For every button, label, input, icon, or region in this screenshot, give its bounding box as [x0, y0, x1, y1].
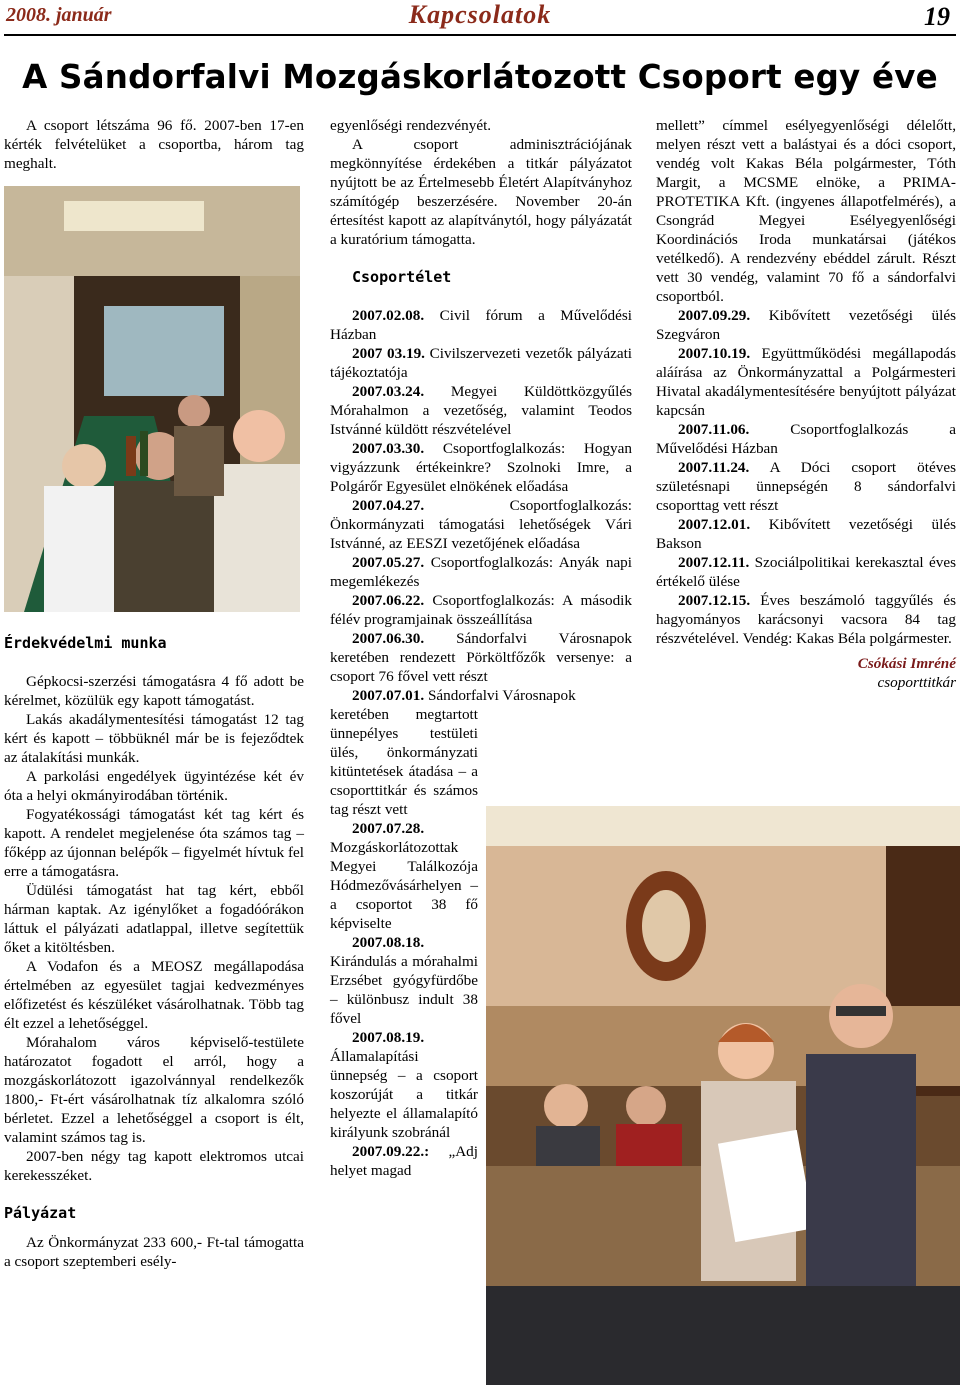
column-1: [4, 116, 304, 173]
event-text: keretében megtartott ünnepélyes testületi ülés, önkormányzati kitüntetések átadása – a csoporttitkár és számos tag részt vett: [330, 706, 478, 818]
event-text: Csoportfoglalkozás: Anyák napi megemlékezés: [330, 554, 632, 590]
event-date: 2007.05.27.: [352, 554, 425, 571]
event-text: Megyei Küldöttközgyűlés Mórahalmon a vezetőség, valamint Teodos Istvánné küldött részvételével: [330, 383, 632, 438]
signature-name: Csókási Imréné: [857, 655, 956, 672]
issue-date: 2008. január: [6, 4, 112, 26]
event-date: 2007.10.19.: [678, 345, 751, 362]
paragraph: Gépkocsi-szerzési támogatásra 4 fő adott be kérelmet, közülük egy kapott támogatást.: [4, 673, 304, 709]
event-date: 2007.03.24.: [352, 383, 425, 400]
photo-group-dinner: [4, 186, 300, 612]
event-item: [330, 553, 632, 591]
paragraph: Fogyatékossági támogatást két tag kért és kapott. A rendelet megjelenése óta számos tag – főképp az újonnan belépők – figyelmét hívtuk fel erre a támogatásra.: [4, 806, 304, 880]
event-text: Sándorfalvi Városnapok keretében rendezett Pörköltfőzők versenye: a csoport 76 fővel vett részt: [330, 630, 632, 685]
event-item: [656, 306, 956, 344]
event-date: 2007.06.22.: [352, 592, 425, 609]
section-heading-group-life: Csoportélet: [352, 268, 452, 286]
paragraph: Lakás akadálymentesítési támogatást 12 tag kért és kapott – többüknél már be is fejeződtek az átalakítási munkák.: [4, 711, 304, 766]
event-text: Együttműködési megállapodás aláírása az Önkormányzattal a Polgármesteri Hivatal akadálymentesítésére benyújtott pályázat kapcsán: [656, 345, 957, 419]
dinner-photo-image: [4, 186, 300, 612]
event-item: [330, 1142, 478, 1180]
event-date: 2007.12.01.: [678, 516, 751, 533]
photo-speakers: [486, 806, 960, 1385]
event-item: [330, 496, 632, 553]
event-text: Civilszervezeti vezetők pályázati tájékoztatója: [330, 345, 633, 381]
event-text: Kibővített vezetőségi ülés Bakson: [656, 516, 957, 552]
event-date: 2007.12.11.: [678, 554, 750, 571]
event-item: [330, 439, 632, 496]
event-text: Csoportfoglalkozás: A második félév programjainak összeállítása: [330, 592, 632, 628]
column-3: [656, 116, 956, 692]
paragraph: Az Önkormányzat 233 600,- Ft-tal támogatta a csoport szeptemberi esély-: [4, 1234, 304, 1270]
event-text: Sándorfalvi Városnapok: [427, 687, 576, 704]
event-date: 2007.11.06.: [678, 421, 750, 438]
article-title: A Sándorfalvi Mozgáskorlátozott Csoport egy éve: [22, 58, 938, 96]
event-text: Államalapítási ünnepség – a csoport koszorúját a titkár helyezte el államalapító királyunk szobránál: [330, 1048, 478, 1141]
signature: [656, 654, 956, 692]
event-date: 2007.02.08.: [352, 307, 425, 324]
event-item: [656, 591, 956, 648]
event-item: [656, 515, 956, 553]
event-item: [656, 344, 956, 420]
paragraph: egyenlőségi rendezvényét.: [330, 117, 492, 134]
paragraph: mellett” címmel esélyegyenlőségi délelőtt, melyen részt vett a balástyai és a dóci csoport, vendég volt Kakas Béla polgármester, Tóth Margit, a MCSME elnöke, a PRIMA-PROTETIKA Kft. (ingyenes állapotfelmérés), a Csongrád Megyei Esélyegyenlőségi Koordinációs Iroda munkatársai (játékos vetélkedő). A rendezvény ebéddel zárult. Részt vett 30 vendég, valamint 70 fő a sándorfalvi csoportból.: [656, 117, 956, 305]
event-date: 2007.07.01.: [352, 687, 425, 704]
event-date: 2007.12.15.: [678, 592, 751, 609]
event-text: Civil fórum a Művelődési Házban: [330, 307, 633, 343]
event-date: 2007.09.22.:: [352, 1143, 430, 1160]
event-text: Csoportfoglalkozás: Önkormányzati támogatási lehetőségek Vári Istvánné, az EESZI vezetőjének előadása: [330, 497, 632, 552]
intro-paragraph: A csoport létszáma 96 fő. 2007-ben 17-en kérték felvételüket a csoportba, három tag meghalt.: [4, 117, 304, 172]
event-date: 2007 03.19.: [352, 345, 425, 362]
page-number: 19: [924, 2, 950, 31]
event-date: 2007.07.28.: [352, 820, 425, 837]
event-item: [330, 591, 632, 629]
paragraph: Üdülési támogatást hat tag kért, ebből hárman kaptak. Az igénylőket a fogadóórákon láttuk el pályázati adatlappal, illetve segítettük őket a kitöltésben.: [4, 882, 304, 956]
event-text: „Adj helyet magad: [330, 1143, 478, 1179]
event-item: [330, 306, 632, 344]
event-item: [330, 382, 632, 439]
event-date: 2007.08.18.: [352, 934, 425, 951]
event-item: [330, 344, 632, 382]
event-date: 2007.06.30.: [352, 630, 425, 647]
event-item: [656, 420, 956, 458]
paragraph: 2007-ben négy tag kapott elektromos utcai kerekesszéket.: [4, 1148, 304, 1184]
paragraph: Mórahalom város képviselő-testülete határozatot fogadott el arról, hogy a mozgáskorlátozott igazolvánnyal rendelkezők 1800,- Ft-ért vásárolhatnak tíz alkalomra szóló bérletet. Ezzel a lehetőséggel a csoport is élt, valamint számos tag is.: [4, 1034, 304, 1146]
event-date: 2007.08.19.: [352, 1029, 425, 1046]
signature-role: csoporttitkár: [877, 674, 956, 691]
event-text: Csoportfoglalkozás: Hogyan vigyázzunk értékeinkre? Szolnoki Imre, a Polgárőr Egyesület elnökének előadása: [330, 440, 632, 495]
event-date: 2007.11.24.: [678, 459, 750, 476]
event-text: Szociálpolitikai kerekasztal éves értékelő ülése: [656, 554, 956, 590]
event-text: Mozgáskorlátozottak Megyei Találkozója Hódmezővásárhelyen – a csoportot 38 fő képviselte: [330, 839, 478, 932]
event-item: [330, 686, 632, 705]
page-header: [0, 0, 960, 36]
section-heading-tender: Pályázat: [4, 1204, 77, 1222]
events-list: [330, 306, 632, 705]
section-heading-advocacy: Érdekvédelmi munka: [4, 634, 167, 652]
event-item: [656, 553, 956, 591]
header-rule: [4, 34, 956, 36]
event-text: Éves beszámoló taggyűlés és hagyományos karácsonyi vacsora 84 tag részvételével. Vendég: Kakas Béla polgármester.: [656, 592, 957, 647]
event-item: [330, 819, 478, 933]
event-text: Kibővített vezetőségi ülés Szegváron: [656, 307, 957, 343]
event-date: 2007.04.27.: [352, 497, 425, 514]
paragraph: A csoport adminisztrációjának megkönnyítése érdekében a titkár pályázatot nyújtott be az Értelmesebb Életért Alapítványhoz számítógép beszerzésére. November 20-án értesítést kapott az alapítványtól, hogy pályázatát a kuratórium támogatta.: [330, 136, 632, 248]
speakers-photo-image: [486, 806, 960, 1385]
event-item: [330, 629, 632, 686]
column-1-body: [4, 634, 304, 1271]
event-text: Kirándulás a mórahalmi Erzsébet gyógyfürdőbe – különbusz indult 38 fővel: [330, 953, 478, 1027]
paragraph: A Vodafon és a MEOSZ megállapodása értelmében az egyesület tagjai kedvezményes előfizetést és készüléket vásárolhatnak. Több tag élt ezzel a lehetőséggel.: [4, 958, 304, 1032]
event-text: A Dóci csoport ötéves születésnapi ünnepségén 8 sándorfalvi csoporttag vett részt: [656, 459, 956, 514]
event-item: [656, 458, 956, 515]
event-item: [330, 1028, 478, 1142]
event-text: Csoportfoglalkozás a Művelődési Házban: [656, 421, 956, 457]
magazine-title: Kapcsolatok: [408, 0, 552, 29]
event-item: [330, 933, 478, 1028]
event-item: [330, 705, 478, 819]
event-date: 2007.03.30.: [352, 440, 425, 457]
events-list-narrow: [330, 705, 478, 1180]
event-date: 2007.09.29.: [678, 307, 751, 324]
paragraph: A parkolási engedélyek ügyintézése két év óta a helyi okmányirodában történik.: [4, 768, 304, 804]
